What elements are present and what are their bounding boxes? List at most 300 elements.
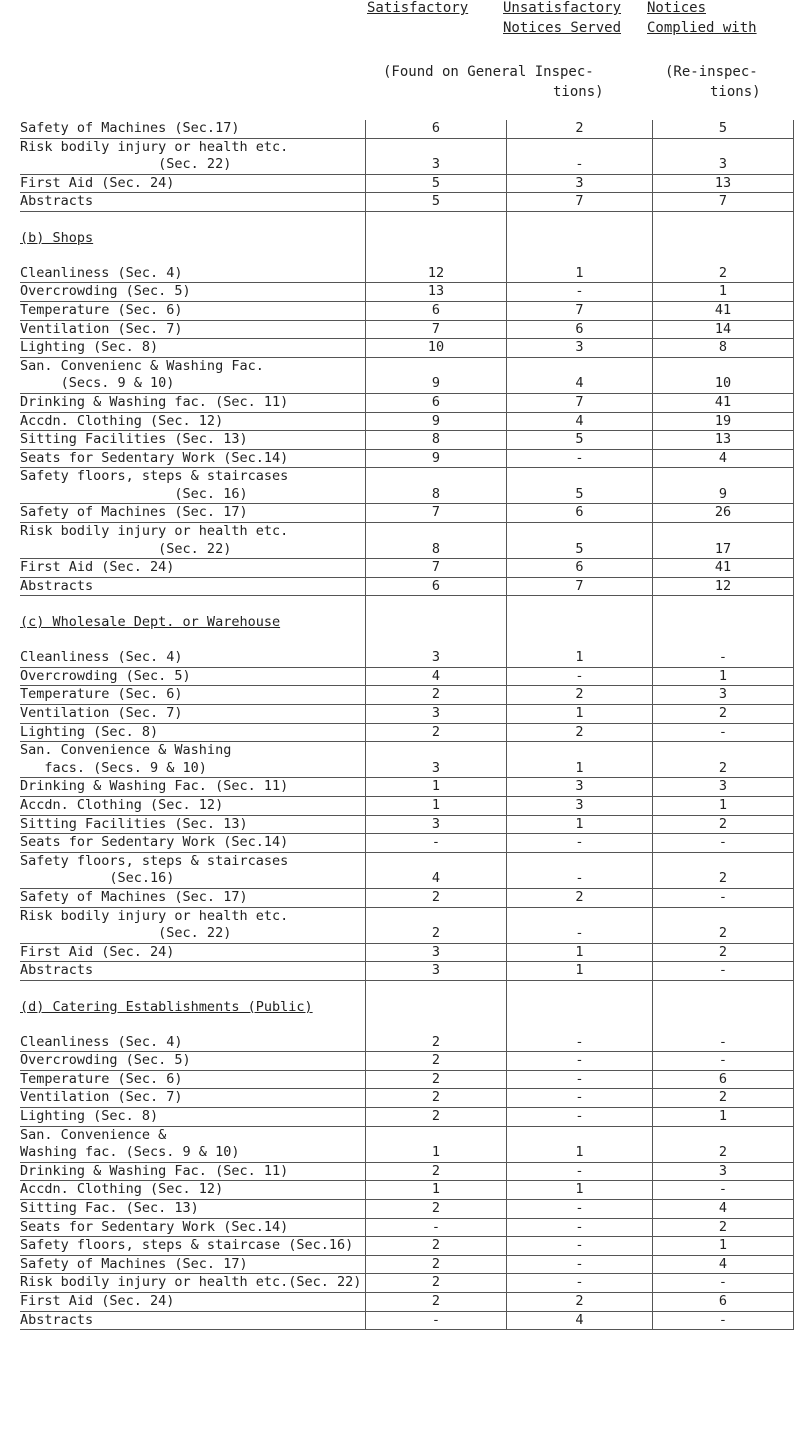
empty-cell [653, 614, 794, 632]
satisfactory-value: 1 [366, 1144, 507, 1162]
row-label: Ventilation (Sec. 7) [20, 705, 366, 724]
header-reinspec: (Re-inspec- [665, 64, 758, 80]
table-row [20, 357, 794, 375]
notices-complied-value: 2 [653, 705, 794, 724]
table-row [20, 649, 794, 667]
empty-cell [366, 999, 507, 1017]
notices-served-value: 3 [507, 339, 653, 358]
table-row [20, 980, 794, 998]
section-title-row [20, 614, 794, 632]
notices-served-value: - [507, 283, 653, 302]
notices-complied-value [653, 1126, 794, 1144]
satisfactory-value: 7 [366, 320, 507, 339]
spacer-cell [366, 596, 507, 614]
row-label: Accdn. Clothing (Sec. 12) [20, 412, 366, 431]
notices-served-value: 7 [507, 301, 653, 320]
table-row [20, 1218, 794, 1237]
satisfactory-value: 12 [366, 265, 507, 283]
satisfactory-value: - [366, 834, 507, 853]
satisfactory-value: 3 [366, 705, 507, 724]
table-row [20, 852, 794, 870]
notices-served-value: - [507, 449, 653, 468]
header-notices-served: Notices Served [503, 20, 622, 36]
notices-served-value: 3 [507, 778, 653, 797]
notices-served-value: - [507, 1070, 653, 1089]
spacer-cell [507, 247, 653, 265]
notices-served-value: 6 [507, 504, 653, 523]
table-row [20, 449, 794, 468]
satisfactory-value: 6 [366, 301, 507, 320]
notices-complied-value [653, 907, 794, 925]
notices-served-value: 3 [507, 796, 653, 815]
notices-complied-value: - [653, 962, 794, 981]
header-found-on: (Found on General Inspec- [383, 64, 594, 80]
row-label: (Secs. 9 & 10) [20, 375, 366, 393]
empty-cell [366, 614, 507, 632]
notices-served-value: 1 [507, 760, 653, 778]
notices-complied-value: - [653, 1034, 794, 1052]
row-label: Seats for Sedentary Work (Sec.14) [20, 449, 366, 468]
notices-served-value [507, 523, 653, 541]
empty-cell [507, 999, 653, 1017]
satisfactory-value: 3 [366, 156, 507, 174]
notices-complied-value: 19 [653, 412, 794, 431]
notices-complied-value: - [653, 888, 794, 907]
spacer-cell [507, 596, 653, 614]
row-label: Cleanliness (Sec. 4) [20, 1034, 366, 1052]
section-title-row [20, 999, 794, 1017]
spacer-cell [653, 980, 794, 998]
row-label: Drinking & Washing Fac. (Sec. 11) [20, 778, 366, 797]
spacer-cell [653, 596, 794, 614]
satisfactory-value: 9 [366, 375, 507, 393]
table-row [20, 541, 794, 559]
spacer-cell [20, 247, 366, 265]
satisfactory-value: 1 [366, 778, 507, 797]
notices-served-value: 4 [507, 412, 653, 431]
satisfactory-value [366, 1126, 507, 1144]
notices-complied-value: 41 [653, 393, 794, 412]
notices-complied-value: 2 [653, 1144, 794, 1162]
table-row [20, 760, 794, 778]
notices-complied-value [653, 523, 794, 541]
table-row [20, 468, 794, 486]
notices-complied-value: 1 [653, 1108, 794, 1127]
notices-served-value [507, 742, 653, 760]
table-row [20, 156, 794, 174]
table-row [20, 320, 794, 339]
satisfactory-value: 2 [366, 1237, 507, 1256]
row-label: San. Convenienc & Washing Fac. [20, 357, 264, 374]
table-row [20, 1089, 794, 1108]
notices-served-value: 1 [507, 1144, 653, 1162]
table-row [20, 1311, 794, 1330]
satisfactory-value [366, 138, 507, 156]
satisfactory-value: 2 [366, 1162, 507, 1181]
table-row [20, 596, 794, 614]
notices-served-value: - [507, 1255, 653, 1274]
table-row [20, 870, 794, 888]
notices-complied-value: - [653, 1274, 794, 1293]
notices-complied-value: 6 [653, 1070, 794, 1089]
notices-complied-value: 7 [653, 193, 794, 212]
spacer-cell [653, 211, 794, 229]
notices-complied-value: 5 [653, 120, 794, 138]
notices-complied-value [653, 138, 794, 156]
satisfactory-value: 5 [366, 174, 507, 193]
notices-served-value: 5 [507, 541, 653, 559]
notices-served-value: 7 [507, 393, 653, 412]
notices-complied-value: 3 [653, 778, 794, 797]
table-row [20, 723, 794, 742]
spacer-cell [366, 211, 507, 229]
spacer-cell [507, 1016, 653, 1034]
satisfactory-value: 2 [366, 723, 507, 742]
table-row [20, 412, 794, 431]
satisfactory-value: 2 [366, 1274, 507, 1293]
row-label: (Sec. 22) [20, 156, 366, 174]
row-label: Accdn. Clothing (Sec. 12) [20, 1181, 366, 1200]
table-row [20, 778, 794, 797]
spacer-cell [366, 247, 507, 265]
notices-complied-value: - [653, 1311, 794, 1330]
satisfactory-value: 1 [366, 796, 507, 815]
notices-complied-value: 1 [653, 1237, 794, 1256]
notices-served-value: - [507, 1162, 653, 1181]
table-row [20, 1181, 794, 1200]
header-complied-with: Complied with [647, 20, 757, 36]
notices-served-value: 2 [507, 723, 653, 742]
table-row [20, 1052, 794, 1071]
section-title: (d) Catering Establishments (Public) [20, 998, 313, 1015]
row-label: First Aid (Sec. 24) [20, 1293, 366, 1312]
notices-served-value: - [507, 156, 653, 174]
empty-cell [507, 614, 653, 632]
notices-complied-value: - [653, 834, 794, 853]
notices-served-value: 2 [507, 888, 653, 907]
notices-complied-value: 12 [653, 577, 794, 596]
table-row [20, 393, 794, 412]
spacer-cell [507, 632, 653, 650]
row-label: Temperature (Sec. 6) [20, 1070, 366, 1089]
table-row [20, 523, 794, 541]
satisfactory-value: 2 [366, 1052, 507, 1071]
notices-served-value: 4 [507, 375, 653, 393]
spacer-cell [366, 1016, 507, 1034]
satisfactory-value [366, 523, 507, 541]
spacer-cell [507, 211, 653, 229]
satisfactory-value [366, 357, 507, 375]
table-row [20, 504, 794, 523]
satisfactory-value: 3 [366, 962, 507, 981]
notices-served-value: 6 [507, 320, 653, 339]
row-label: Safety floors, steps & staircase (Sec.16) [20, 1237, 366, 1256]
spacer-cell [366, 632, 507, 650]
satisfactory-value: 2 [366, 1108, 507, 1127]
satisfactory-value: 8 [366, 431, 507, 450]
satisfactory-value: 5 [366, 193, 507, 212]
notices-served-value: - [507, 1089, 653, 1108]
notices-served-value: 1 [507, 943, 653, 962]
notices-complied-value: 9 [653, 486, 794, 504]
notices-complied-value: 1 [653, 796, 794, 815]
notices-complied-value: 17 [653, 541, 794, 559]
row-label: Sitting Fac. (Sec. 13) [20, 1200, 366, 1219]
row-label: Accdn. Clothing (Sec. 12) [20, 796, 366, 815]
header-tions: tions) [553, 84, 604, 100]
notices-complied-value: 4 [653, 449, 794, 468]
satisfactory-value [366, 742, 507, 760]
notices-served-value: - [507, 667, 653, 686]
satisfactory-value: 2 [366, 1034, 507, 1052]
notices-served-value: 1 [507, 962, 653, 981]
notices-served-value: - [507, 870, 653, 888]
notices-served-value [507, 357, 653, 375]
section-title: (b) Shops [20, 229, 94, 246]
satisfactory-value: - [366, 1218, 507, 1237]
table-row [20, 174, 794, 193]
notices-complied-value: 41 [653, 301, 794, 320]
satisfactory-value: 6 [366, 577, 507, 596]
notices-served-value [507, 138, 653, 156]
notices-complied-value: 8 [653, 339, 794, 358]
satisfactory-value: 2 [366, 925, 507, 943]
spacer-cell [507, 980, 653, 998]
notices-served-value: 7 [507, 577, 653, 596]
row-label: Overcrowding (Sec. 5) [20, 667, 366, 686]
row-label: Ventilation (Sec. 7) [20, 1089, 366, 1108]
table-row [20, 1200, 794, 1219]
notices-complied-value: 2 [653, 265, 794, 283]
row-label: Abstracts [20, 1311, 366, 1330]
table-row [20, 138, 794, 156]
row-label: Risk bodily injury or health etc.(Sec. 22) [20, 1274, 366, 1293]
row-label: Safety of Machines (Sec. 17) [20, 1255, 366, 1274]
notices-complied-value: 2 [653, 925, 794, 943]
row-label: Seats for Sedentary Work (Sec.14) [20, 1218, 366, 1237]
table-row [20, 632, 794, 650]
notices-served-value [507, 907, 653, 925]
row-label: Lighting (Sec. 8) [20, 339, 366, 358]
header-unsatisfactory: Unsatisfactory [503, 0, 622, 16]
table-row [20, 431, 794, 450]
notices-served-value: 2 [507, 686, 653, 705]
table-row [20, 907, 794, 925]
notices-served-value: 5 [507, 486, 653, 504]
notices-complied-value [653, 357, 794, 375]
notices-complied-value: 13 [653, 431, 794, 450]
notices-complied-value: 1 [653, 667, 794, 686]
table-row [20, 247, 794, 265]
satisfactory-value: 8 [366, 486, 507, 504]
satisfactory-value: 2 [366, 686, 507, 705]
notices-served-value: 4 [507, 1311, 653, 1330]
table-row [20, 962, 794, 981]
notices-complied-value: 26 [653, 504, 794, 523]
satisfactory-value: 3 [366, 815, 507, 834]
row-label: Lighting (Sec. 8) [20, 723, 366, 742]
table-row [20, 686, 794, 705]
notices-served-value: - [507, 1108, 653, 1127]
satisfactory-value: 3 [366, 943, 507, 962]
notices-complied-value: 13 [653, 174, 794, 193]
table-row [20, 577, 794, 596]
row-label: Washing fac. (Secs. 9 & 10) [20, 1144, 366, 1162]
table-row [20, 211, 794, 229]
spacer-cell [20, 632, 366, 650]
spacer-cell [366, 980, 507, 998]
table-row [20, 265, 794, 283]
satisfactory-value: 10 [366, 339, 507, 358]
row-label: Cleanliness (Sec. 4) [20, 649, 366, 667]
row-label: (Sec.16) [20, 870, 366, 888]
notices-complied-value [653, 742, 794, 760]
notices-served-value: - [507, 925, 653, 943]
row-label: Sitting Facilities (Sec. 13) [20, 431, 366, 450]
satisfactory-value: 3 [366, 649, 507, 667]
satisfactory-value [366, 468, 507, 486]
satisfactory-value: 2 [366, 1070, 507, 1089]
satisfactory-value: 4 [366, 667, 507, 686]
table-row [20, 705, 794, 724]
spacer-cell [20, 596, 366, 614]
row-label: First Aid (Sec. 24) [20, 943, 366, 962]
satisfactory-value: 8 [366, 541, 507, 559]
row-label: Abstracts [20, 577, 366, 596]
notices-served-value: - [507, 1034, 653, 1052]
table-row [20, 1274, 794, 1293]
notices-served-value: 1 [507, 1181, 653, 1200]
notices-complied-value: 14 [653, 320, 794, 339]
satisfactory-value: 9 [366, 449, 507, 468]
row-label: Overcrowding (Sec. 5) [20, 1052, 366, 1071]
notices-served-value: 5 [507, 431, 653, 450]
empty-cell [653, 230, 794, 248]
row-label: Abstracts [20, 193, 366, 212]
table-row [20, 1016, 794, 1034]
row-label: Seats for Sedentary Work (Sec.14) [20, 834, 366, 853]
notices-served-value: 2 [507, 120, 653, 138]
notices-served-value [507, 1126, 653, 1144]
satisfactory-value: 2 [366, 1089, 507, 1108]
header-reinspec-tions: tions) [710, 84, 761, 100]
row-label: (Sec. 16) [20, 486, 366, 504]
empty-cell [507, 230, 653, 248]
satisfactory-value: 6 [366, 120, 507, 138]
table-row [20, 742, 794, 760]
spacer-cell [653, 632, 794, 650]
notices-complied-value: 3 [653, 686, 794, 705]
table-row [20, 834, 794, 853]
row-label: San. Convenience & Washing [20, 742, 232, 759]
empty-cell [366, 230, 507, 248]
satisfactory-value: 7 [366, 504, 507, 523]
notices-served-value: 2 [507, 1293, 653, 1312]
satisfactory-value: 2 [366, 888, 507, 907]
empty-cell [653, 999, 794, 1017]
notices-served-value: 1 [507, 265, 653, 283]
row-label: Temperature (Sec. 6) [20, 301, 366, 320]
spacer-cell [653, 247, 794, 265]
notices-served-value: 1 [507, 649, 653, 667]
spacer-cell [20, 980, 366, 998]
notices-served-value: - [507, 1052, 653, 1071]
satisfactory-value: 2 [366, 1200, 507, 1219]
notices-complied-value: 41 [653, 559, 794, 578]
notices-complied-value: - [653, 649, 794, 667]
table-row [20, 1070, 794, 1089]
notices-complied-value: - [653, 1052, 794, 1071]
table-row [20, 559, 794, 578]
notices-complied-value [653, 852, 794, 870]
table-row [20, 301, 794, 320]
table-row [20, 375, 794, 393]
notices-complied-value: 2 [653, 1089, 794, 1108]
row-label: Abstracts [20, 962, 366, 981]
row-label: Risk bodily injury or health etc. [20, 907, 289, 924]
table-row [20, 1237, 794, 1256]
satisfactory-value [366, 852, 507, 870]
notices-served-value [507, 852, 653, 870]
notices-served-value: - [507, 1200, 653, 1219]
table-row [20, 1144, 794, 1162]
table-row [20, 1034, 794, 1052]
notices-complied-value [653, 468, 794, 486]
row-label: Safety of Machines (Sec. 17) [20, 888, 366, 907]
table-row [20, 667, 794, 686]
table-row [20, 1126, 794, 1144]
table-row [20, 1108, 794, 1127]
table-row [20, 943, 794, 962]
notices-served-value: - [507, 1274, 653, 1293]
notices-complied-value: 4 [653, 1200, 794, 1219]
notices-served-value: - [507, 1237, 653, 1256]
spacer-cell [20, 211, 366, 229]
notices-complied-value: 3 [653, 156, 794, 174]
notices-complied-value: 2 [653, 1218, 794, 1237]
notices-complied-value: 2 [653, 943, 794, 962]
satisfactory-value: - [366, 1311, 507, 1330]
table-row [20, 339, 794, 358]
row-label: Safety floors, steps & staircases [20, 468, 289, 485]
row-label: Risk bodily injury or health etc. [20, 523, 289, 540]
table-row [20, 283, 794, 302]
satisfactory-value: 4 [366, 870, 507, 888]
row-label: San. Convenience & [20, 1126, 167, 1143]
notices-complied-value: 10 [653, 375, 794, 393]
row-label: (Sec. 22) [20, 541, 366, 559]
row-label: (Sec. 22) [20, 925, 366, 943]
row-label: First Aid (Sec. 24) [20, 559, 366, 578]
notices-served-value: 3 [507, 174, 653, 193]
row-label: First Aid (Sec. 24) [20, 174, 366, 193]
table-row [20, 815, 794, 834]
notices-served-value: 6 [507, 559, 653, 578]
section-title: (c) Wholesale Dept. or Warehouse [20, 614, 281, 631]
row-label: Temperature (Sec. 6) [20, 686, 366, 705]
table-row [20, 925, 794, 943]
header-satisfactory: Satisfactory [367, 0, 469, 16]
notices-served-value: 1 [507, 705, 653, 724]
satisfactory-value: 6 [366, 393, 507, 412]
notices-complied-value: 1 [653, 283, 794, 302]
notices-served-value: - [507, 1218, 653, 1237]
satisfactory-value: 1 [366, 1181, 507, 1200]
row-label: Lighting (Sec. 8) [20, 1108, 366, 1127]
spacer-cell [20, 1016, 366, 1034]
table-row [20, 486, 794, 504]
row-label: Risk bodily injury or health etc. [20, 138, 289, 155]
